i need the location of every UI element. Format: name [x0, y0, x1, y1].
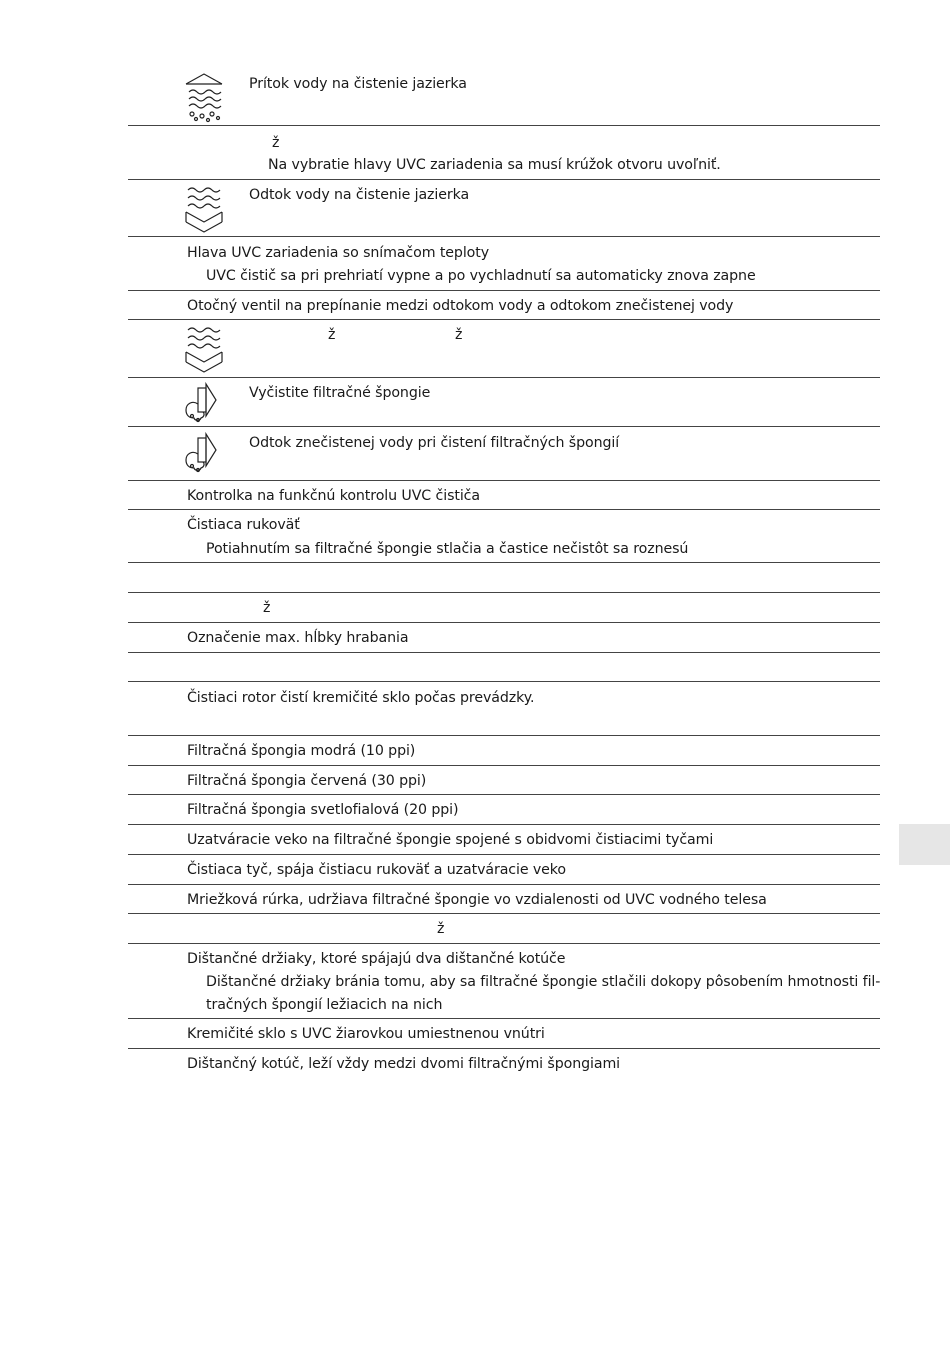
row-water-outflow: Odtok vody na čistenie jazierka [249, 187, 470, 203]
divider [128, 426, 880, 427]
section-tab [899, 824, 950, 865]
divider [128, 794, 880, 795]
divider [128, 290, 880, 291]
row-uvc-head: Hlava UVC zariadenia so snímačom teploty [187, 245, 490, 261]
row-mark: ž [455, 327, 463, 343]
divider [128, 592, 880, 593]
row-valve: Otočný ventil na prepínanie medzi odtokom vody a odtokom znečistenej vody [187, 298, 734, 314]
divider [128, 480, 880, 481]
divider [128, 562, 880, 563]
divider [128, 854, 880, 855]
divider [128, 943, 880, 944]
row-note: Na vybratie hlavy UVC zariadenia sa musí krúžok otvoru uvoľniť. [268, 157, 721, 173]
divider [128, 884, 880, 885]
divider [128, 179, 880, 180]
divider [128, 1018, 880, 1019]
row-cleaning-rod: Čistiaca tyč, spája čistiacu rukoväť a uzatváracie veko [187, 862, 566, 878]
divider [128, 681, 880, 682]
row-water-inflow: Prítok vody na čistenie jazierka [249, 76, 467, 92]
row-note: Dištančné držiaky bránia tomu, aby sa filtračné špongie stlačili dokopy pôsobením hmotnosti fil- [206, 974, 881, 990]
row-dirty-outflow: Odtok znečistenej vody pri čistení filtračných špongií [249, 435, 620, 451]
row-mark: ž [328, 327, 336, 343]
water-inflow-icon [184, 72, 224, 124]
row-note: Potiahnutím sa filtračné špongie stlačia a častice nečistôt sa roznesú [206, 541, 689, 557]
sponge-outflow-icon [184, 430, 224, 482]
divider [128, 236, 880, 237]
row-sponge-red: Filtračná špongia červená (30 ppi) [187, 773, 427, 789]
row-mark: ž [437, 921, 445, 937]
row-mark: ž [272, 135, 280, 151]
divider [128, 824, 880, 825]
divider [128, 1048, 880, 1049]
row-sponge-violet: Filtračná špongia svetlofialová (20 ppi) [187, 802, 459, 818]
divider [128, 509, 880, 510]
row-spacer-disc: Dištančný kotúč, leží vždy medzi dvomi filtračnými špongiami [187, 1056, 621, 1072]
divider [128, 377, 880, 378]
row-cleaning-handle: Čistiaca rukoväť [187, 517, 300, 533]
row-quartz-glass: Kremičité sklo s UVC žiarovkou umiestnenou vnútri [187, 1026, 545, 1042]
row-max-depth: Označenie max. hĺbky hrabania [187, 630, 409, 646]
sponge-clean-icon [184, 380, 224, 432]
row-mark: ž [263, 600, 271, 616]
row-cleaning-rotor: Čistiaci rotor čistí kremičité sklo počas prevádzky. [187, 690, 535, 706]
divider [128, 319, 880, 320]
divider [128, 125, 880, 126]
divider [128, 652, 880, 653]
divider [128, 765, 880, 766]
row-note: UVC čistič sa pri prehriatí vypne a po vychladnutí sa automaticky znova zapne [206, 268, 756, 284]
row-clean-sponges: Vyčistite filtračné špongie [249, 385, 431, 401]
water-outflow-icon [184, 182, 224, 234]
row-indicator-light: Kontrolka na funkčnú kontrolu UVC čističa [187, 488, 480, 504]
divider [128, 735, 880, 736]
row-grid-tube: Mriežková rúrka, udržiava filtračné špongie vo vzdialenosti od UVC vodného telesa [187, 892, 767, 908]
row-spacer-holders: Dištančné držiaky, ktoré spájajú dva dištančné kotúče [187, 951, 566, 967]
water-outflow-icon [184, 322, 224, 374]
divider [128, 913, 880, 914]
row-closing-lid: Uzatváracie veko na filtračné špongie spojené s obidvomi čistiacimi tyčami [187, 832, 714, 848]
row-note: tračných špongií ležiacich na nich [206, 997, 443, 1013]
divider [128, 622, 880, 623]
row-sponge-blue: Filtračná špongia modrá (10 ppi) [187, 743, 416, 759]
